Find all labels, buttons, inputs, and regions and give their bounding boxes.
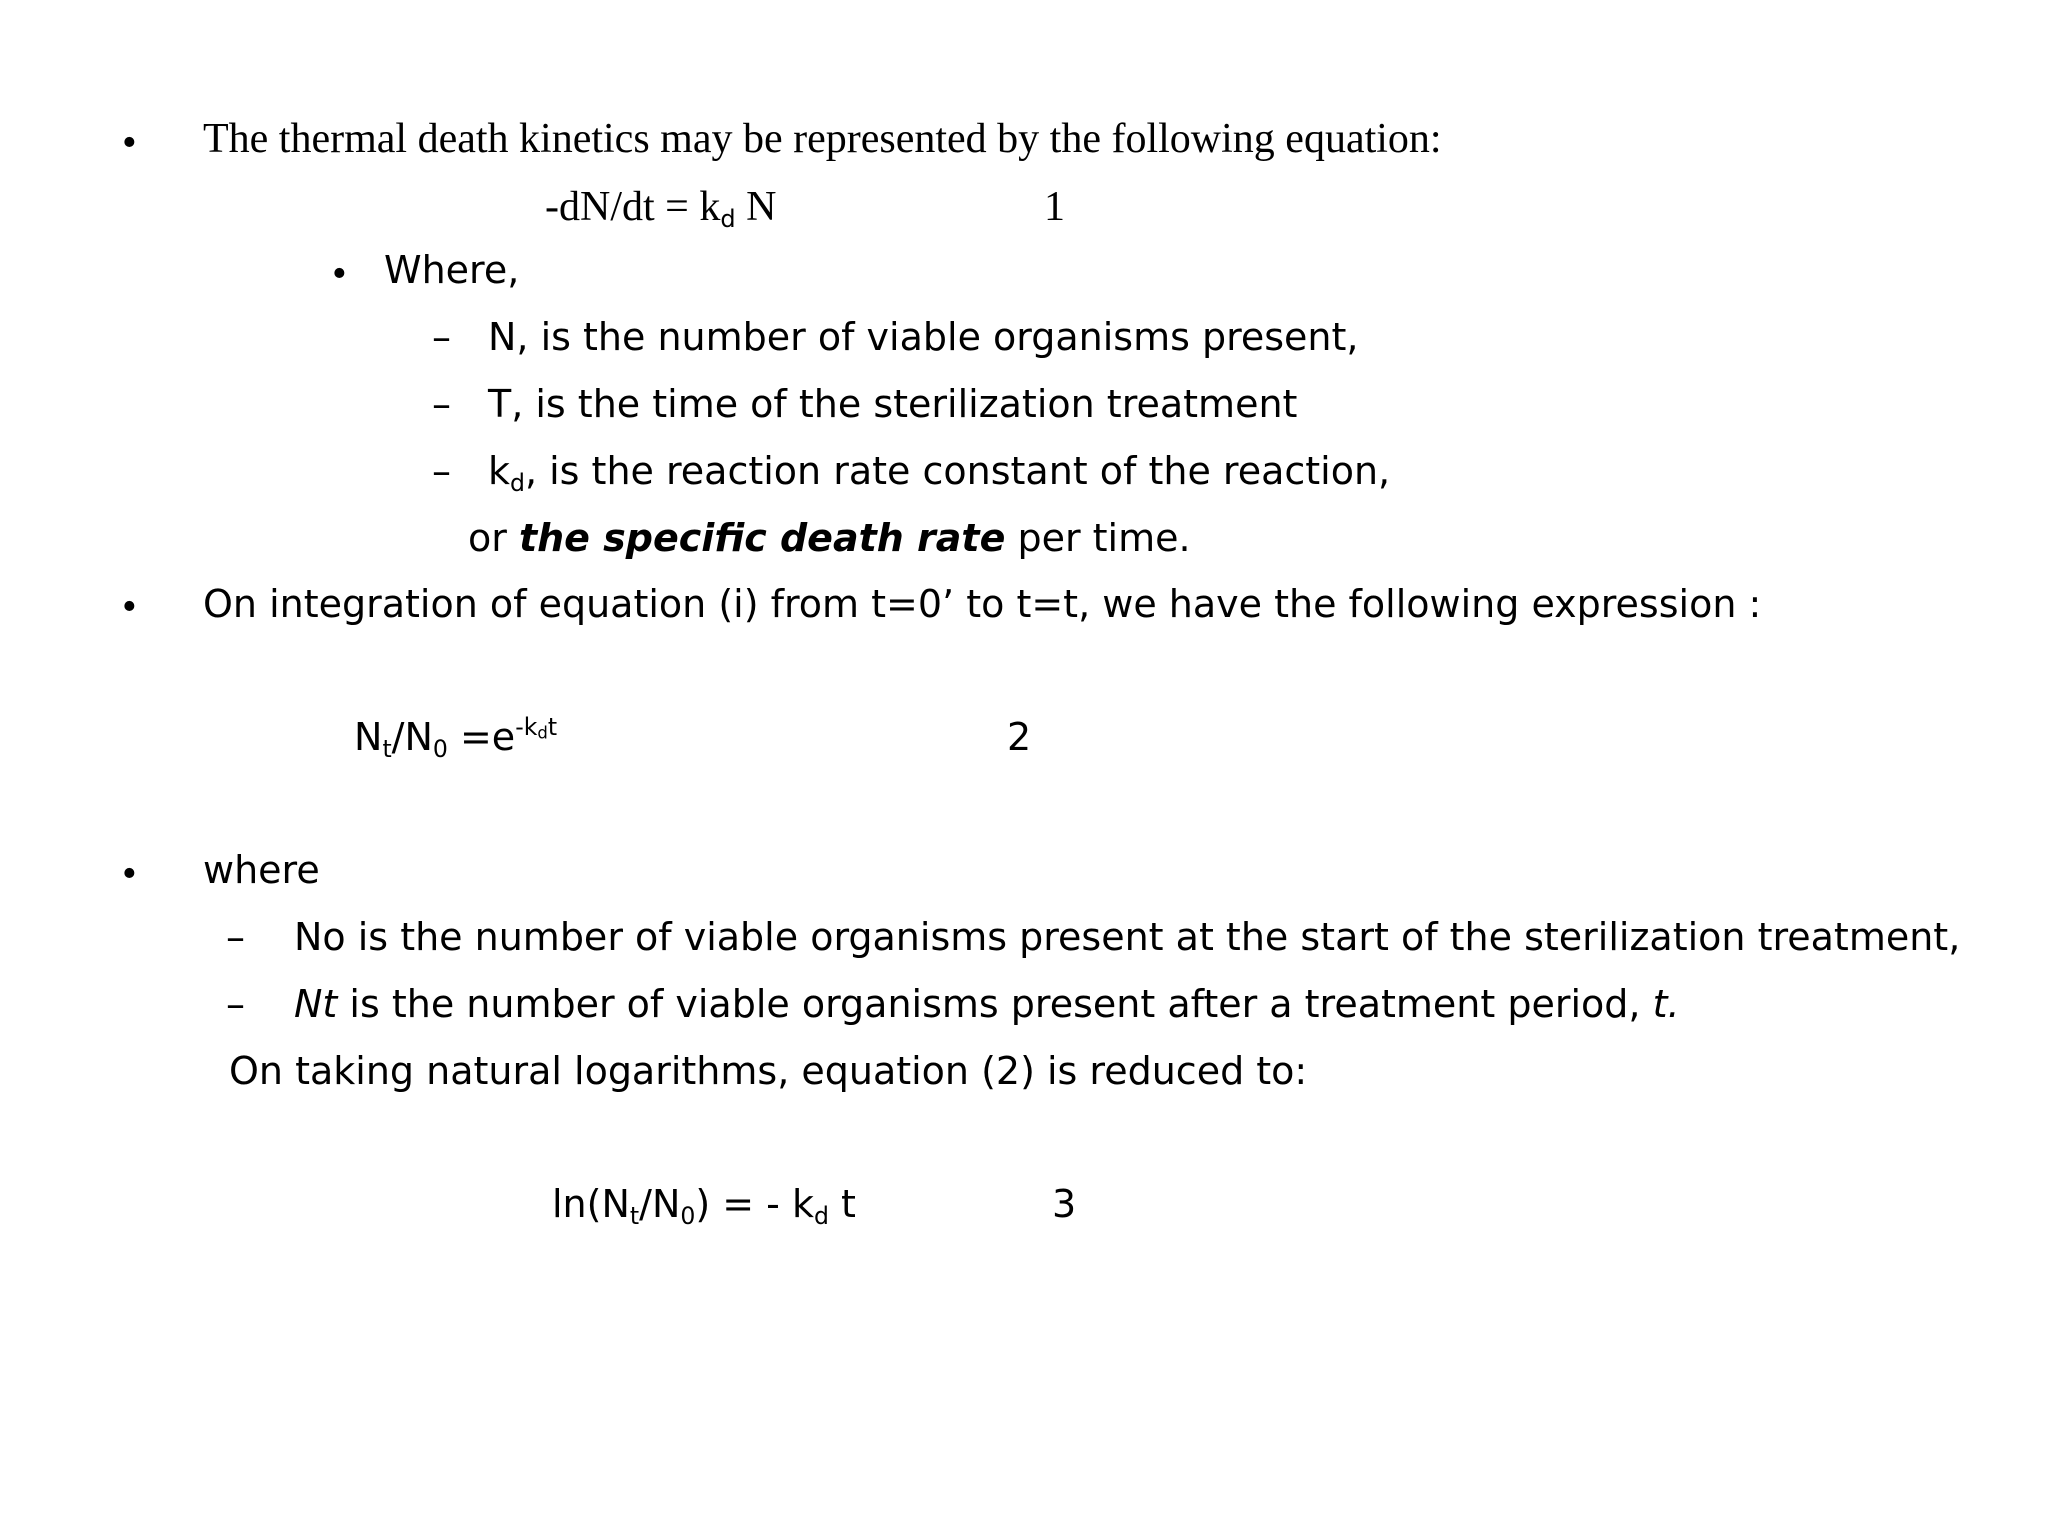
- eq3-t: t: [828, 1182, 856, 1226]
- equation-1-number: 1: [1044, 184, 1065, 230]
- eq3-sub1: t: [629, 1202, 640, 1231]
- or-pre: or: [468, 516, 519, 560]
- eq1-sub: d: [720, 205, 736, 234]
- eq2-sup-t: t: [547, 712, 558, 741]
- bullet-icon: •: [122, 120, 137, 166]
- equation-2-number: 2: [1007, 715, 1032, 759]
- eq3-sub2: 0: [680, 1202, 696, 1231]
- eq2-sup-k: -k: [515, 712, 538, 741]
- bullet-icon: •: [332, 251, 347, 297]
- bullet-icon: •: [122, 584, 137, 630]
- dash-icon: –: [226, 982, 245, 1026]
- eq3-pre: ln(N: [552, 1182, 630, 1226]
- definition-n: N, is the number of viable organisms present,: [488, 315, 1359, 359]
- nt-mid: is the number of viable organisms present after a treatment period,: [337, 982, 1653, 1026]
- eq1-rhs: N: [735, 184, 777, 230]
- or-line: [468, 516, 1191, 560]
- logarithm-text: On taking natural logarithms, equation (2) is reduced to:: [229, 1049, 1308, 1093]
- or-emphasis: the specific death rate: [518, 516, 1006, 560]
- definition-t: T, is the time of the sterilization treatment: [488, 382, 1298, 426]
- or-post: per time.: [1005, 516, 1191, 560]
- eq2-sub2: 0: [432, 735, 448, 764]
- equation-2: [354, 712, 558, 764]
- eq3-sub3: d: [813, 1202, 829, 1231]
- eq2-sub1: t: [382, 735, 392, 764]
- eq2-sup: [515, 713, 557, 741]
- eq2-slash: /N: [391, 715, 433, 759]
- equation-3-number: 3: [1052, 1182, 1077, 1226]
- dash-icon: –: [432, 382, 451, 426]
- equation-1: [545, 184, 777, 234]
- eq2-eq: =e: [447, 715, 516, 759]
- kd-sub: d: [510, 469, 525, 498]
- definition-no: No is the number of viable organisms present at the start of the sterilization treatment,: [294, 915, 1961, 959]
- eq2-n: N: [354, 715, 383, 759]
- bullet-icon: •: [122, 851, 137, 897]
- eq2-sup-sub: d: [537, 722, 548, 742]
- definition-nt: [294, 982, 1680, 1026]
- equation-3: [552, 1182, 856, 1231]
- kd-k: k: [488, 449, 511, 493]
- dash-icon: –: [432, 449, 451, 493]
- kd-rest: , is the reaction rate constant of the reaction,: [524, 449, 1391, 493]
- integration-text: On integration of equation (i) from t=0’ to t=t, we have the following expression :: [203, 582, 1762, 626]
- nt-t: t.: [1652, 982, 1680, 1026]
- eq3-mid: /N: [639, 1182, 681, 1226]
- eq3-post: ) = - k: [695, 1182, 814, 1226]
- where-label-2: where: [203, 848, 320, 892]
- eq1-lhs: -dN/dt = k: [545, 184, 721, 230]
- definition-kd: [488, 449, 1391, 498]
- intro-text: The thermal death kinetics may be represented by the following equation:: [203, 116, 1442, 162]
- dash-icon: –: [226, 915, 245, 959]
- nt-emphasis: Nt: [294, 982, 338, 1026]
- where-label-1: Where,: [384, 248, 520, 292]
- dash-icon: –: [432, 315, 451, 359]
